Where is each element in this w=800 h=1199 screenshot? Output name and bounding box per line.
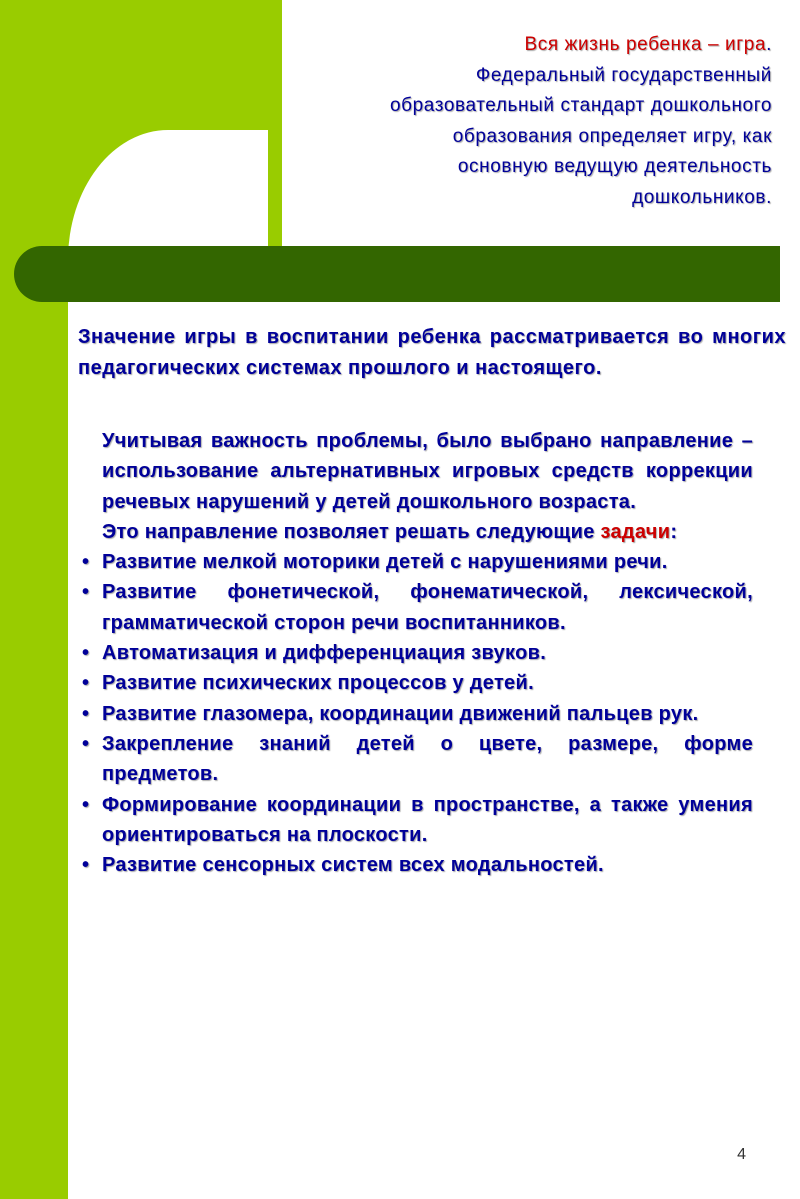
tasks-colon: :: [670, 520, 678, 543]
bullet-icon: •: [82, 702, 90, 725]
list-item: [80, 699, 753, 729]
bullet-icon: •: [82, 732, 90, 755]
header-line-4: образования определяет игру, как: [452, 125, 772, 147]
bullet-icon: •: [82, 793, 90, 816]
header-lead-period: .: [766, 34, 772, 55]
direction-paragraph: Учитывая важность проблемы, было выбрано направление – использование альтернативных игровых средств коррекции речевых нарушений у детей дошкольного возраста.: [102, 430, 753, 513]
tasks-intro-text: Это направление позволяет решать следующие: [102, 520, 601, 543]
main-text-block: [80, 426, 753, 880]
header-lead: Вся жизнь ребенка – игра: [524, 34, 767, 55]
list-item-text: Автоматизация и дифференциация звуков.: [102, 642, 547, 665]
page-number: 4: [737, 1146, 746, 1163]
tasks-list: [80, 547, 753, 880]
bullet-icon: •: [82, 581, 90, 604]
list-item-text: Формирование координации в пространстве, а также умения ориентироваться на плоскости.: [102, 793, 753, 846]
list-item: [80, 790, 753, 851]
list-item-text: Закрепление знаний детей о цвете, размере, форме предметов.: [102, 732, 753, 786]
list-item-text: Развитие фонетической, фонематической, лексической, грамматической сторон речи воспитанников.: [102, 581, 753, 634]
list-item: [80, 638, 753, 668]
list-item: [80, 850, 753, 880]
header-line-5: основную ведущую деятельность: [457, 156, 772, 177]
header-text: [200, 30, 772, 213]
bullet-icon: •: [82, 672, 90, 695]
list-item-text: Развитие психических процессов у детей.: [102, 672, 534, 695]
list-item: [80, 547, 753, 577]
list-item-text: Развитие глазомера, координации движений пальцев рук.: [102, 702, 699, 725]
list-item: [80, 577, 753, 638]
intro-paragraph: Значение игры в воспитании ребенка рассматривается во многих педагогических системах прошлого и настоящего.: [78, 326, 786, 379]
header-line-3: образовательный стандарт дошкольного: [389, 95, 772, 116]
left-green-band: [0, 0, 68, 1199]
dark-green-divider-bar: [14, 246, 780, 302]
tasks-keyword: задачи: [600, 520, 671, 543]
bullet-icon: •: [82, 854, 90, 877]
bullet-icon: •: [82, 642, 90, 665]
list-item: [80, 729, 753, 790]
list-item-text: Развитие сенсорных систем всех модальностей.: [102, 854, 604, 877]
tasks-intro: [80, 517, 753, 547]
list-item-text: Развитие мелкой моторики детей с нарушениями речи.: [102, 551, 668, 574]
header-line-2: Федеральный государственный: [475, 64, 772, 86]
bullet-icon: •: [82, 551, 90, 574]
header-line-1: [200, 30, 772, 61]
list-item: [80, 668, 753, 698]
header-line-6: дошкольников.: [632, 186, 772, 208]
